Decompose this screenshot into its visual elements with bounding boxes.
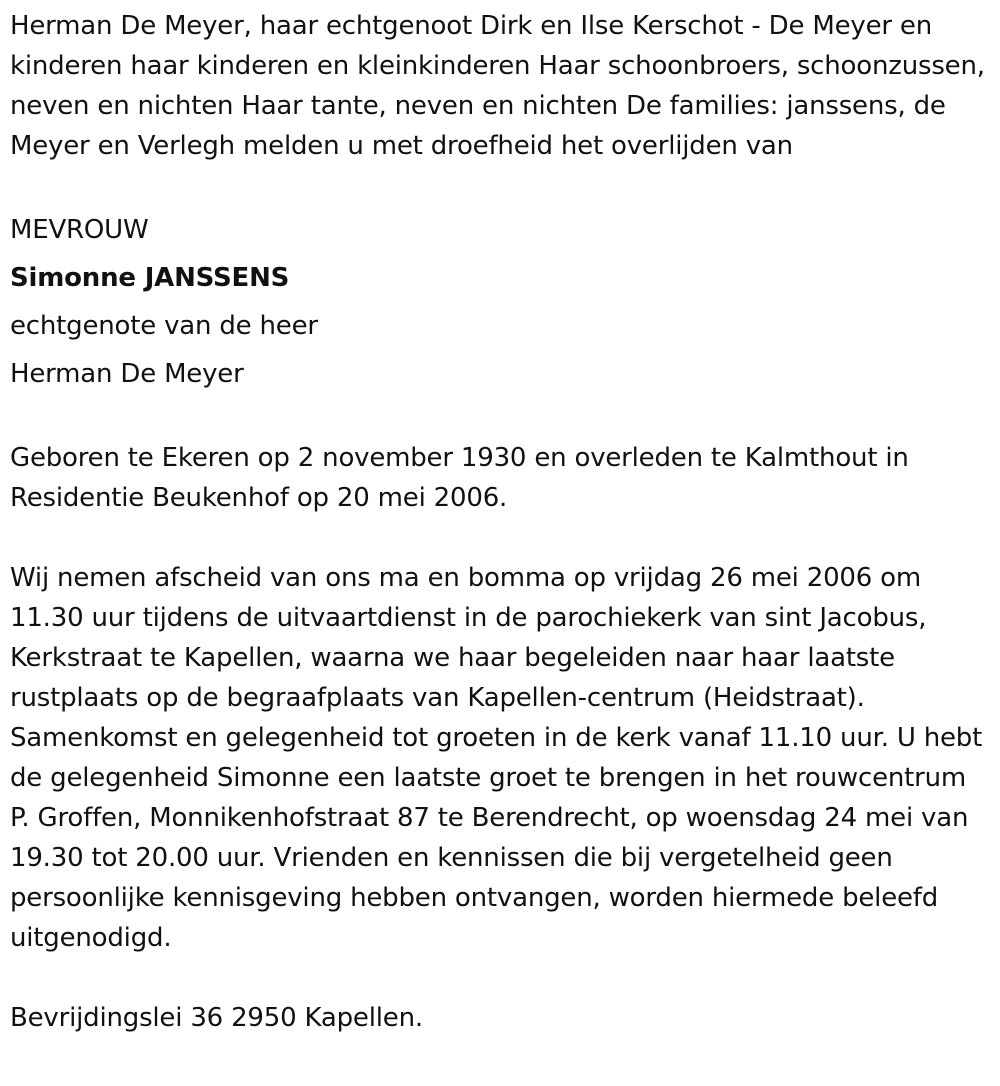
honorific: MEVROUW (10, 215, 149, 245)
spouse-line-1: echtgenote van de heer (10, 311, 318, 341)
spacer (10, 518, 985, 558)
spacer (10, 166, 985, 206)
address: Bevrijdingslei 36 2950 Kapellen. (10, 1003, 423, 1033)
deceased-name: Simonne JANSSENS (10, 263, 290, 293)
spacer (10, 398, 985, 438)
intro-paragraph: Herman De Meyer, haar echtgenoot Dirk en Ilse Kerschot - De Meyer en kinderen haar kinderen en kleinkinderen Haar schoonbroers, schoonzussen, neven en nichten Haar tante, neven en nichten De families: janssens, de Meyer en Verlegh melden u met droefheid het overlijden van (10, 11, 985, 161)
spouse-line-2: Herman De Meyer (10, 359, 244, 389)
spacer (10, 958, 985, 998)
funeral-details-paragraph: Wij nemen afscheid van ons ma en bomma op vrijdag 26 mei 2006 om 11.30 uur tijdens de uitvaartdienst in de parochiekerk van sint Jacobus, Kerkstraat te Kapellen, waarna we haar begeleiden naar haar laatste rustplaats op de begraafplaats van Kapellen-centrum (Heidstraat). Samenkomst en gelegenheid tot groeten in de kerk vanaf 11.10 uur. U hebt de gelegenheid Simonne een laatste groet te brengen in het rouwcentrum P. Groffen, Monnikenhofstraat 87 te Berendrecht, op woensdag 24 mei van 19.30 tot 20.00 uur. Vrienden en kennissen die bij vergetelheid geen persoonlijke kennisgeving hebben ontvangen, worden hiermede beleefd uitgenodigd. (10, 563, 983, 953)
birth-death-paragraph: Geboren te Ekeren op 2 november 1930 en overleden te Kalmthout in Residentie Beukenhof op 20 mei 2006. (10, 443, 909, 513)
obituary-notice (10, 6, 985, 1038)
